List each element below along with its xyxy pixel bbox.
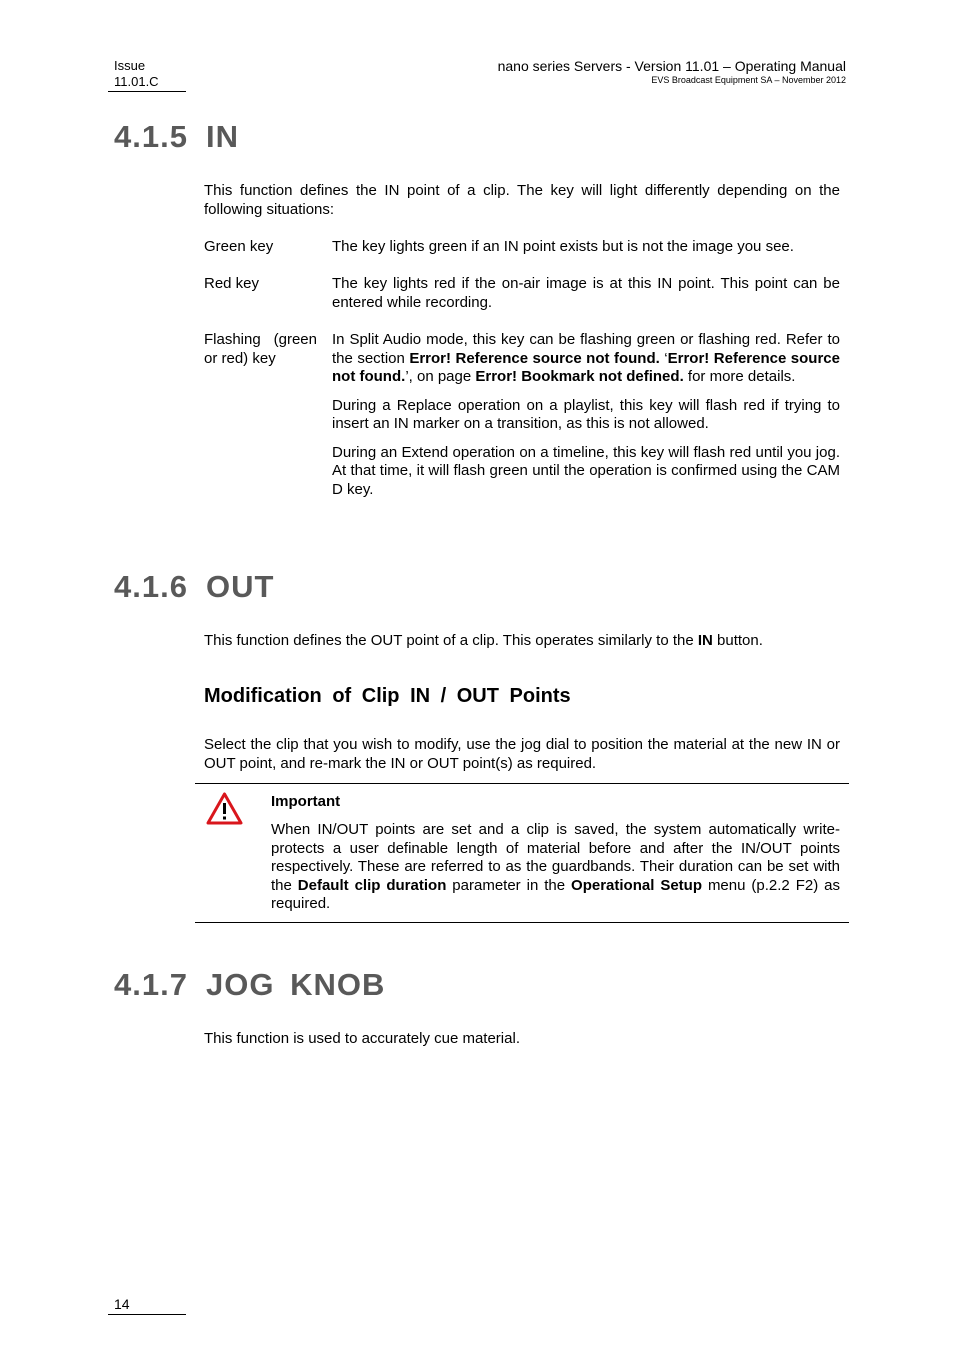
subheading-modification: Modification of Clip IN / OUT Points [204, 685, 571, 707]
section-title: IN [206, 119, 239, 154]
section-heading-jog-knob [114, 967, 385, 1003]
section-heading-in [114, 119, 239, 155]
def-flashing-key [332, 331, 840, 509]
term-green-key: Green key [204, 238, 274, 255]
section-number: 4.1.5 [114, 119, 188, 154]
running-header [498, 58, 846, 86]
jog-knob-text: This function is used to accurately cue material. [204, 1030, 520, 1047]
out-description: This function defines the OUT point of a clip. This operates similarly to the IN button. [204, 632, 763, 649]
term-red-key: Red key [204, 275, 260, 292]
section-heading-out [114, 569, 274, 605]
flashing-extend-text: During an Extend operation on a timeline, this key will flash red until you jog. At that time, it will flash green until the operation is confirmed using the CAM D key. [332, 443, 840, 498]
broken-reference: Error! Reference source not found. [409, 349, 660, 367]
def-green-key: The key lights green if an IN point exists but is not the image you see. [332, 238, 794, 255]
section-title: JOG KNOB [206, 967, 386, 1002]
footer-rule [108, 1314, 186, 1315]
warning-triangle-icon [206, 792, 243, 825]
issue-label: Issue [114, 58, 146, 73]
publisher-date: EVS Broadcast Equipment SA – November 2012 [651, 75, 846, 85]
manual-title: nano series Servers - Version 11.01 – Operating Manual [497, 58, 846, 74]
section-title: OUT [206, 569, 275, 604]
note-bottom-rule [195, 922, 849, 923]
issue-underline [108, 91, 186, 92]
section-number: 4.1.6 [114, 569, 188, 604]
broken-reference: Error! Reference source not found. [332, 349, 840, 385]
note-text: When IN/OUT points are set and a clip is saved, the system automatically write-protects a user definable length of material before and after the IN/OUT points respectively. These are referred to as the guardbands. Their duration can be set with the Default clip duration parameter in the Operational Setup menu (p.2.2 F2) as required. [271, 821, 840, 912]
flashing-replace-text: During a Replace operation on a playlist, this key will flash red if trying to insert an IN marker on a transition, as this is not allowed. [332, 396, 840, 432]
term-flashing-key: Flashing (green or red) key [204, 331, 317, 367]
def-red-key: The key lights red if the on-air image is at this IN point. This point can be entered while recording. [332, 275, 840, 311]
page-number: 14 [114, 1296, 130, 1312]
issue-number: 11.01.C [114, 74, 159, 89]
in-intro: This function defines the IN point of a clip. The key will light differently depending on the following situations: [204, 182, 840, 218]
issue-block [114, 58, 159, 90]
note-top-rule [195, 783, 849, 784]
modification-text: Select the clip that you wish to modify, use the jog dial to position the material at the new IN or OUT point, and re-mark the IN or OUT point(s) as required. [204, 736, 840, 772]
flashing-split-audio-text: In Split Audio mode, this key can be flashing green or flashing red. Refer to the section Error! Reference source not found. ‘Error! Reference source not found.’, on page Error! Bookmark not defined. for more details. [332, 331, 840, 385]
broken-bookmark: Error! Bookmark not defined. [475, 368, 684, 385]
section-number: 4.1.7 [114, 967, 188, 1002]
note-heading: Important [271, 793, 341, 810]
